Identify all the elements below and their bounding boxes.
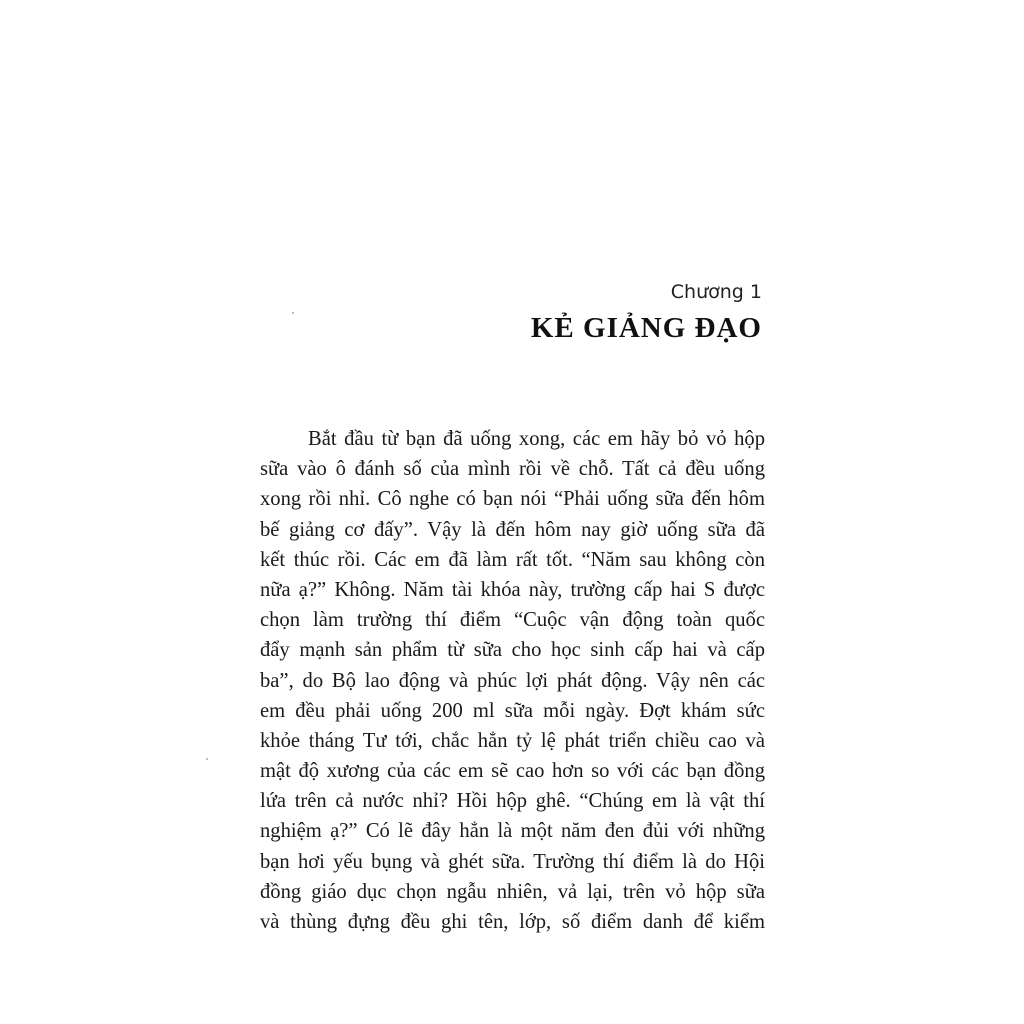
text-line: em đều phải uống 200 ml sữa mỗi ngày. Đợt khám sức — [260, 699, 765, 722]
text-line: ba”, do Bộ lao động và phúc lợi phát động. Vậy nên các — [260, 669, 765, 692]
paper-speck — [206, 758, 208, 760]
text-line: nữa ạ?” Không. Năm tài khóa này, trường cấp hai S được — [260, 578, 765, 601]
chapter-number: Chương 1 — [670, 281, 762, 303]
text-line: sữa vào ô đánh số của mình rồi về chỗ. Tất cả đều uống — [260, 458, 765, 481]
text-line: bế giảng cơ đấy”. Vậy là đến hôm nay giờ uống sữa đã — [260, 518, 765, 541]
text-line: khỏe tháng Tư tới, chắc hẳn tỷ lệ phát triển chiều cao và — [260, 729, 765, 752]
text-line: nghiệm ạ?” Có lẽ đây hẳn là một năm đen đủi với những — [260, 820, 765, 843]
chapter-title: KẺ GIẢNG ĐẠO — [530, 312, 762, 344]
text-line: bạn hơi yếu bụng và ghét sữa. Trường thí điểm là do Hội — [260, 850, 765, 873]
body-text — [260, 424, 765, 937]
text-line: đồng giáo dục chọn ngẫu nhiên, vả lại, trên vỏ hộp sữa — [260, 880, 765, 903]
paper-speck — [292, 312, 294, 314]
text-line: đẩy mạnh sản phẩm từ sữa cho học sinh cấp hai và cấp — [260, 639, 765, 662]
text-line: Bắt đầu từ bạn đã uống xong, các em hãy bỏ vỏ hộp — [308, 428, 765, 450]
text-line: kết thúc rồi. Các em đã làm rất tốt. “Năm sau không còn — [260, 548, 765, 571]
text-line: mật độ xương của các em sẽ cao hơn so với các bạn đồng — [260, 760, 765, 783]
text-line: xong rồi nhỉ. Cô nghe có bạn nói “Phải uống sữa đến hôm — [260, 488, 765, 511]
text-line: và thùng đựng đều ghi tên, lớp, số điểm danh để kiểm — [260, 911, 765, 933]
text-line: chọn làm trường thí điểm “Cuộc vận động toàn quốc — [260, 609, 765, 632]
text-line: lứa trên cả nước nhỉ? Hồi hộp ghê. “Chúng em là vật thí — [260, 790, 765, 813]
